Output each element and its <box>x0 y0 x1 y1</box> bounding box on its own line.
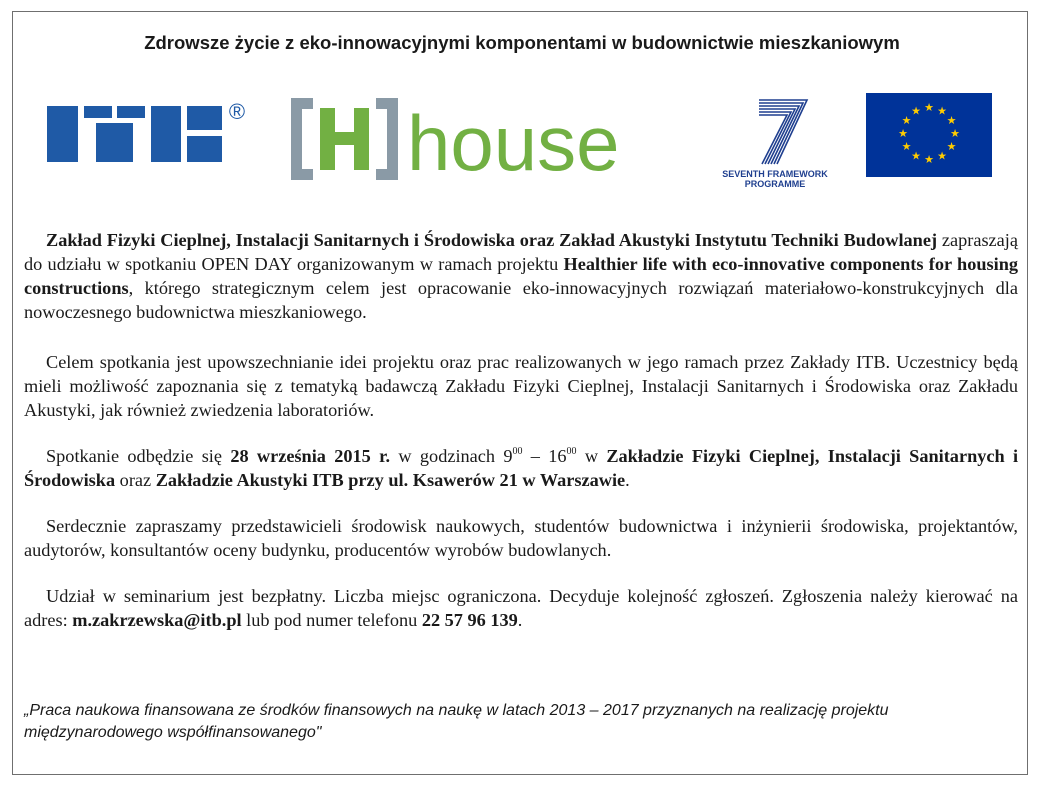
paragraph-intro <box>24 228 1018 324</box>
event-date: 28 września 2015 r. <box>230 446 391 466</box>
text-span: Spotkanie odbędzie się <box>46 446 231 466</box>
text-span: Celem spotkania jest upowszechnianie idei projektu oraz prac realizowanych w jego ramach przez Zakłady ITB. Uczestnicy będą mieli możliwość zapoznania się z tematyką badawczą Zakładu Fizyki Cieplnej, Instalacji Sanitarnych i Środowiska oraz Zakładu Akustyki, jak również zwiedzenia laboratoriów. <box>24 352 1018 420</box>
contact-phone: 22 57 96 139 <box>421 610 518 630</box>
venue-name: Zakładzie Fizyki Cieplnej, Instalacji Sanitarnych i Środowiska <box>24 446 1019 490</box>
hhouse-logo <box>287 90 687 186</box>
svg-text:★: ★ <box>937 104 947 118</box>
page-title: Zdrowsze życie z eko-innowacyjnymi komponentami w budownictwie mieszkaniowym <box>144 32 900 53</box>
svg-text:★: ★ <box>937 149 947 163</box>
svg-text:★: ★ <box>950 127 960 140</box>
text-span: w <box>576 446 607 466</box>
svg-text:★: ★ <box>901 140 912 153</box>
registered-mark: ® <box>228 102 246 124</box>
text-span: zapraszają do udziału w spotkaniu OPEN DAY organizowanym w ramach projektu <box>24 230 1018 274</box>
text-span: , którego strategicznym celem jest opracowanie eko-innowacyjnych rozwiązań materiałowo-konstrukcyjnych dla nowoczesnego budownictwa mieszkaniowego. <box>24 278 1018 322</box>
text-span: lub pod numer telefonu <box>241 610 422 630</box>
paragraph-audience <box>24 514 1018 562</box>
institution-names: Zakład Fizyki Cieplnej, Instalacji Sanitarnych i Środowiska oraz Zakład Akustyki Instytutu Techniki Budowlanej <box>46 230 938 250</box>
text-span: oraz <box>115 470 156 490</box>
paragraph-registration <box>24 584 1018 632</box>
svg-text:★: ★ <box>911 104 921 118</box>
contact-email[interactable]: m.zakrzewska@itb.pl <box>72 610 242 630</box>
text-span: Serdecznie zapraszamy przedstawicieli środowisk naukowych, studentów budownictwa i inżynierii środowiska, projektantów, audytorów, konsultantów oceny budynku, producentów wyrobów budowlanych. <box>24 516 1018 560</box>
paragraph-date-location <box>24 444 1018 492</box>
hhouse-wordmark: house <box>407 99 620 186</box>
fp7-line1: SEVENTH FRAMEWORK <box>722 169 828 179</box>
svg-text:★: ★ <box>946 140 957 153</box>
svg-text:★: ★ <box>898 127 908 140</box>
svg-text:★: ★ <box>924 101 934 114</box>
text-span: . <box>625 470 630 490</box>
svg-text:★: ★ <box>901 114 912 127</box>
text-span: Udział w seminarium jest bezpłatny. Liczba miejsc ograniczona. Decyduje kolejność zgłoszeń. Zgłoszenia należy kierować na adres: <box>24 586 1018 630</box>
logo-strip <box>0 90 1044 200</box>
invitation-body <box>24 228 1018 654</box>
svg-text:★: ★ <box>911 149 921 163</box>
itb-logo <box>47 102 247 164</box>
time-minutes: 00 <box>512 445 523 457</box>
venue-address: Zakładzie Akustyki ITB przy ul. Ksawerów 21 w Warszawie <box>155 470 626 490</box>
project-name: Healthier life with eco-innovative components for housing constructions <box>24 254 1019 298</box>
fp7-logo <box>715 94 839 190</box>
svg-text:★: ★ <box>946 114 957 127</box>
fp7-line2: PROGRAMME <box>744 179 806 189</box>
funding-note: „Praca naukowa finansowana ze środków finansowych na naukę w latach 2013 – 2017 przyznanych na realizację projektu międzynarodowego współfinansowanego" <box>24 702 889 741</box>
paragraph-purpose <box>24 350 1018 422</box>
text-span: w godzinach 9 <box>390 446 513 466</box>
eu-flag <box>866 93 992 177</box>
time-minutes: 00 <box>566 445 577 457</box>
text-span: – 16 <box>522 446 567 466</box>
text-span: . <box>517 610 523 630</box>
svg-text:★: ★ <box>924 153 934 166</box>
